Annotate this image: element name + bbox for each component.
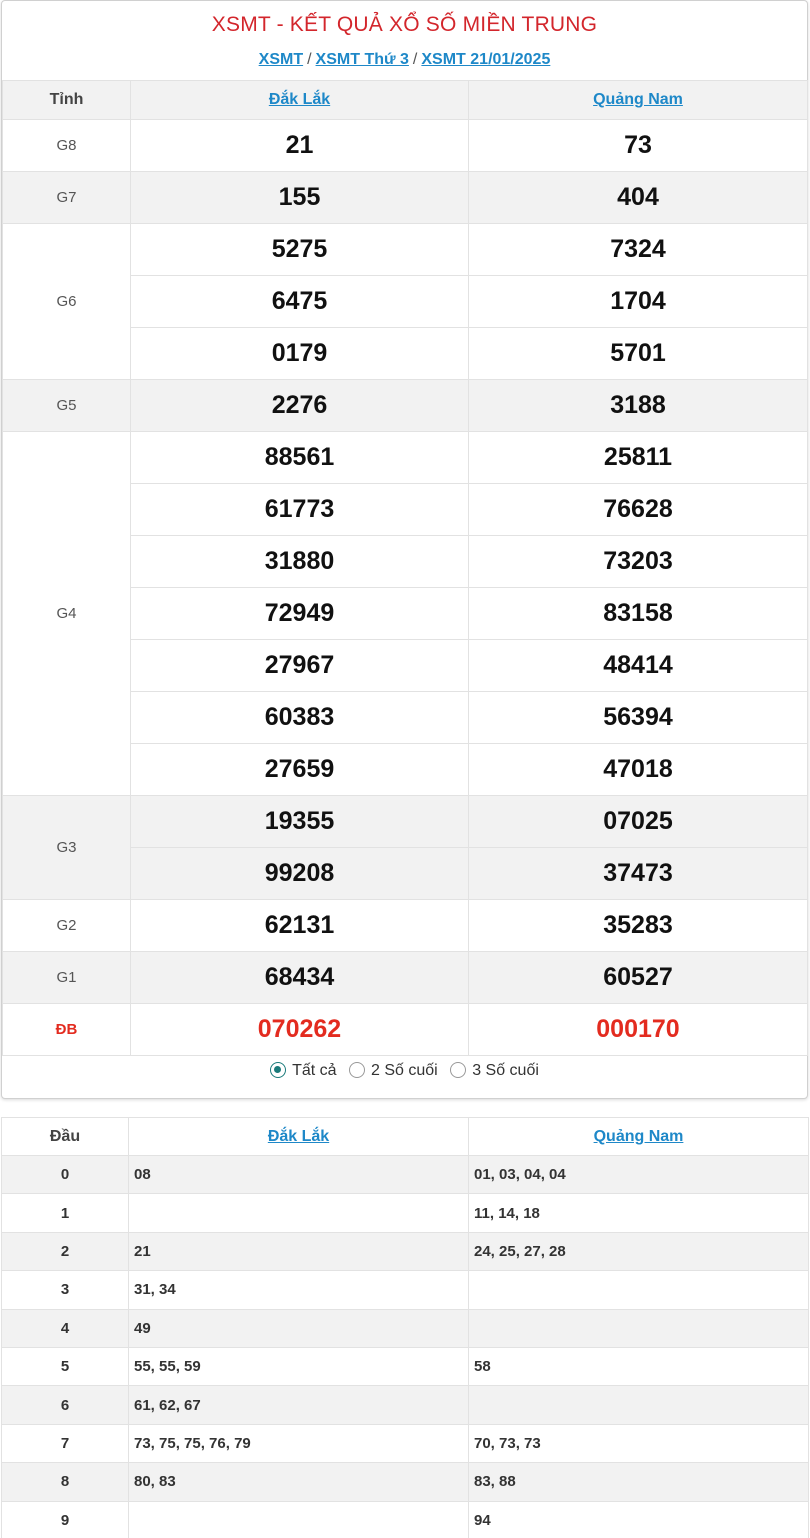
dau-province-link-daklak[interactable]: Đắk Lắk	[267, 1127, 330, 1145]
province-link-daklak[interactable]: Đắk Lắk	[268, 91, 331, 108]
tail-list-daklak: 49	[129, 1309, 469, 1347]
breadcrumb-separator: /	[307, 51, 312, 68]
dau-header-quangnam	[469, 1118, 809, 1156]
filter-option-label: 3 Số cuối	[472, 1062, 539, 1079]
prize-row	[3, 172, 808, 224]
prize-label: ĐB	[3, 1004, 131, 1056]
result-number-quangnam: 56394	[469, 692, 808, 744]
result-number-quangnam: 47018	[469, 744, 808, 796]
result-number-quangnam: 83158	[469, 588, 808, 640]
tail-list-quangnam	[469, 1386, 809, 1424]
prize-row	[3, 120, 808, 172]
table-row	[2, 1309, 809, 1347]
tail-list-daklak: 55, 55, 59	[129, 1347, 469, 1385]
province-link-quangnam[interactable]: Quảng Nam	[593, 91, 683, 108]
result-number-daklak: 27659	[131, 744, 469, 796]
tail-list-daklak: 21	[129, 1232, 469, 1270]
filter-option-label: Tất cả	[292, 1062, 337, 1079]
prize-label: G8	[3, 120, 131, 172]
head-digit: 7	[2, 1424, 129, 1462]
result-number-daklak: 5275	[131, 224, 469, 276]
digit-filter	[2, 1062, 807, 1080]
result-number-quangnam: 404	[469, 172, 808, 224]
result-number-quangnam: 73203	[469, 536, 808, 588]
tail-list-daklak	[129, 1194, 469, 1232]
result-number-quangnam: 37473	[469, 848, 808, 900]
prize-row	[3, 432, 808, 484]
breadcrumb-date-link[interactable]: XSMT 21/01/2025	[421, 51, 551, 68]
head-digit: 0	[2, 1156, 129, 1194]
tail-list-quangnam	[469, 1271, 809, 1309]
result-number-quangnam: 000170	[469, 1004, 808, 1056]
results-card	[1, 0, 808, 1099]
result-number-quangnam: 48414	[469, 640, 808, 692]
result-number-quangnam: 5701	[469, 328, 808, 380]
result-number-quangnam: 76628	[469, 484, 808, 536]
prize-row	[3, 952, 808, 1004]
table-row	[2, 1424, 809, 1462]
result-number-daklak: 68434	[131, 952, 469, 1004]
filter-option-last-2[interactable]	[349, 1062, 438, 1080]
table-row	[2, 1501, 809, 1538]
province-header-daklak	[131, 81, 469, 120]
result-number-daklak: 6475	[131, 276, 469, 328]
result-number-quangnam: 60527	[469, 952, 808, 1004]
head-digit: 6	[2, 1386, 129, 1424]
result-number-daklak: 19355	[131, 796, 469, 848]
dau-column-header: Đầu	[2, 1118, 129, 1156]
table-row	[2, 1194, 809, 1232]
tail-list-quangnam: 11, 14, 18	[469, 1194, 809, 1232]
breadcrumb	[2, 51, 807, 69]
table-row	[2, 1271, 809, 1309]
prize-label: G3	[3, 796, 131, 900]
prize-label: G4	[3, 432, 131, 796]
prize-row	[3, 1004, 808, 1056]
head-digit: 1	[2, 1194, 129, 1232]
dau-province-link-quangnam[interactable]: Quảng Nam	[593, 1127, 684, 1145]
tail-list-daklak: 08	[129, 1156, 469, 1194]
head-digit: 8	[2, 1463, 129, 1501]
tail-list-daklak: 31, 34	[129, 1271, 469, 1309]
breadcrumb-xsmt-link[interactable]: XSMT	[258, 51, 304, 68]
tail-list-quangnam: 24, 25, 27, 28	[469, 1232, 809, 1270]
result-number-quangnam: 35283	[469, 900, 808, 952]
table-row	[2, 1232, 809, 1270]
prize-label: G7	[3, 172, 131, 224]
filter-option-all[interactable]	[270, 1062, 336, 1080]
tail-list-quangnam: 83, 88	[469, 1463, 809, 1501]
result-number-daklak: 21	[131, 120, 469, 172]
result-number-daklak: 62131	[131, 900, 469, 952]
head-digit-table	[1, 1117, 809, 1538]
tail-list-daklak: 73, 75, 75, 76, 79	[129, 1424, 469, 1462]
page-title: XSMT - KẾT QUẢ XỔ SỐ MIỀN TRUNG	[211, 13, 598, 36]
tail-list-quangnam: 01, 03, 04, 04	[469, 1156, 809, 1194]
result-number-daklak: 070262	[131, 1004, 469, 1056]
prize-label: G5	[3, 380, 131, 432]
radio-icon[interactable]	[450, 1062, 466, 1078]
radio-icon[interactable]	[349, 1062, 365, 1078]
prize-label: G1	[3, 952, 131, 1004]
dau-header-daklak	[129, 1118, 469, 1156]
filter-option-last-3[interactable]	[450, 1062, 539, 1080]
result-number-daklak: 99208	[131, 848, 469, 900]
result-number-daklak: 72949	[131, 588, 469, 640]
breadcrumb-separator: /	[412, 51, 418, 68]
results-table	[2, 80, 808, 1056]
prize-row	[3, 900, 808, 952]
filter-option-label: 2 Số cuối	[371, 1062, 438, 1079]
tail-list-quangnam: 70, 73, 73	[469, 1424, 809, 1462]
result-number-daklak: 88561	[131, 432, 469, 484]
tail-list-daklak	[129, 1501, 469, 1538]
result-number-quangnam: 73	[469, 120, 808, 172]
head-digit: 5	[2, 1347, 129, 1385]
tail-list-quangnam: 58	[469, 1347, 809, 1385]
result-number-quangnam: 25811	[469, 432, 808, 484]
result-number-daklak: 27967	[131, 640, 469, 692]
prize-row	[3, 224, 808, 276]
result-number-quangnam: 3188	[469, 380, 808, 432]
head-digit: 2	[2, 1232, 129, 1270]
prize-row	[3, 380, 808, 432]
prize-row	[3, 796, 808, 848]
result-number-daklak: 31880	[131, 536, 469, 588]
result-number-quangnam: 07025	[469, 796, 808, 848]
result-number-daklak: 61773	[131, 484, 469, 536]
tail-list-daklak: 61, 62, 67	[129, 1386, 469, 1424]
result-number-daklak: 155	[131, 172, 469, 224]
result-number-daklak: 0179	[131, 328, 469, 380]
head-digit: 3	[2, 1271, 129, 1309]
prize-label: G2	[3, 900, 131, 952]
table-row	[2, 1386, 809, 1424]
province-header-quangnam	[469, 81, 808, 120]
tail-list-daklak: 80, 83	[129, 1463, 469, 1501]
breadcrumb-weekday-link[interactable]: XSMT Thứ 3	[315, 51, 409, 68]
head-digit: 4	[2, 1309, 129, 1347]
tail-list-quangnam: 94	[469, 1501, 809, 1538]
result-number-daklak: 60383	[131, 692, 469, 744]
table-row	[2, 1156, 809, 1194]
province-column-header: Tỉnh	[3, 81, 131, 120]
prize-label: G6	[3, 224, 131, 380]
table-row	[2, 1463, 809, 1501]
result-number-quangnam: 7324	[469, 224, 808, 276]
result-number-quangnam: 1704	[469, 276, 808, 328]
radio-selected-icon[interactable]	[270, 1062, 286, 1078]
tail-list-quangnam	[469, 1309, 809, 1347]
head-digit: 9	[2, 1501, 129, 1538]
table-row	[2, 1347, 809, 1385]
result-number-daklak: 2276	[131, 380, 469, 432]
